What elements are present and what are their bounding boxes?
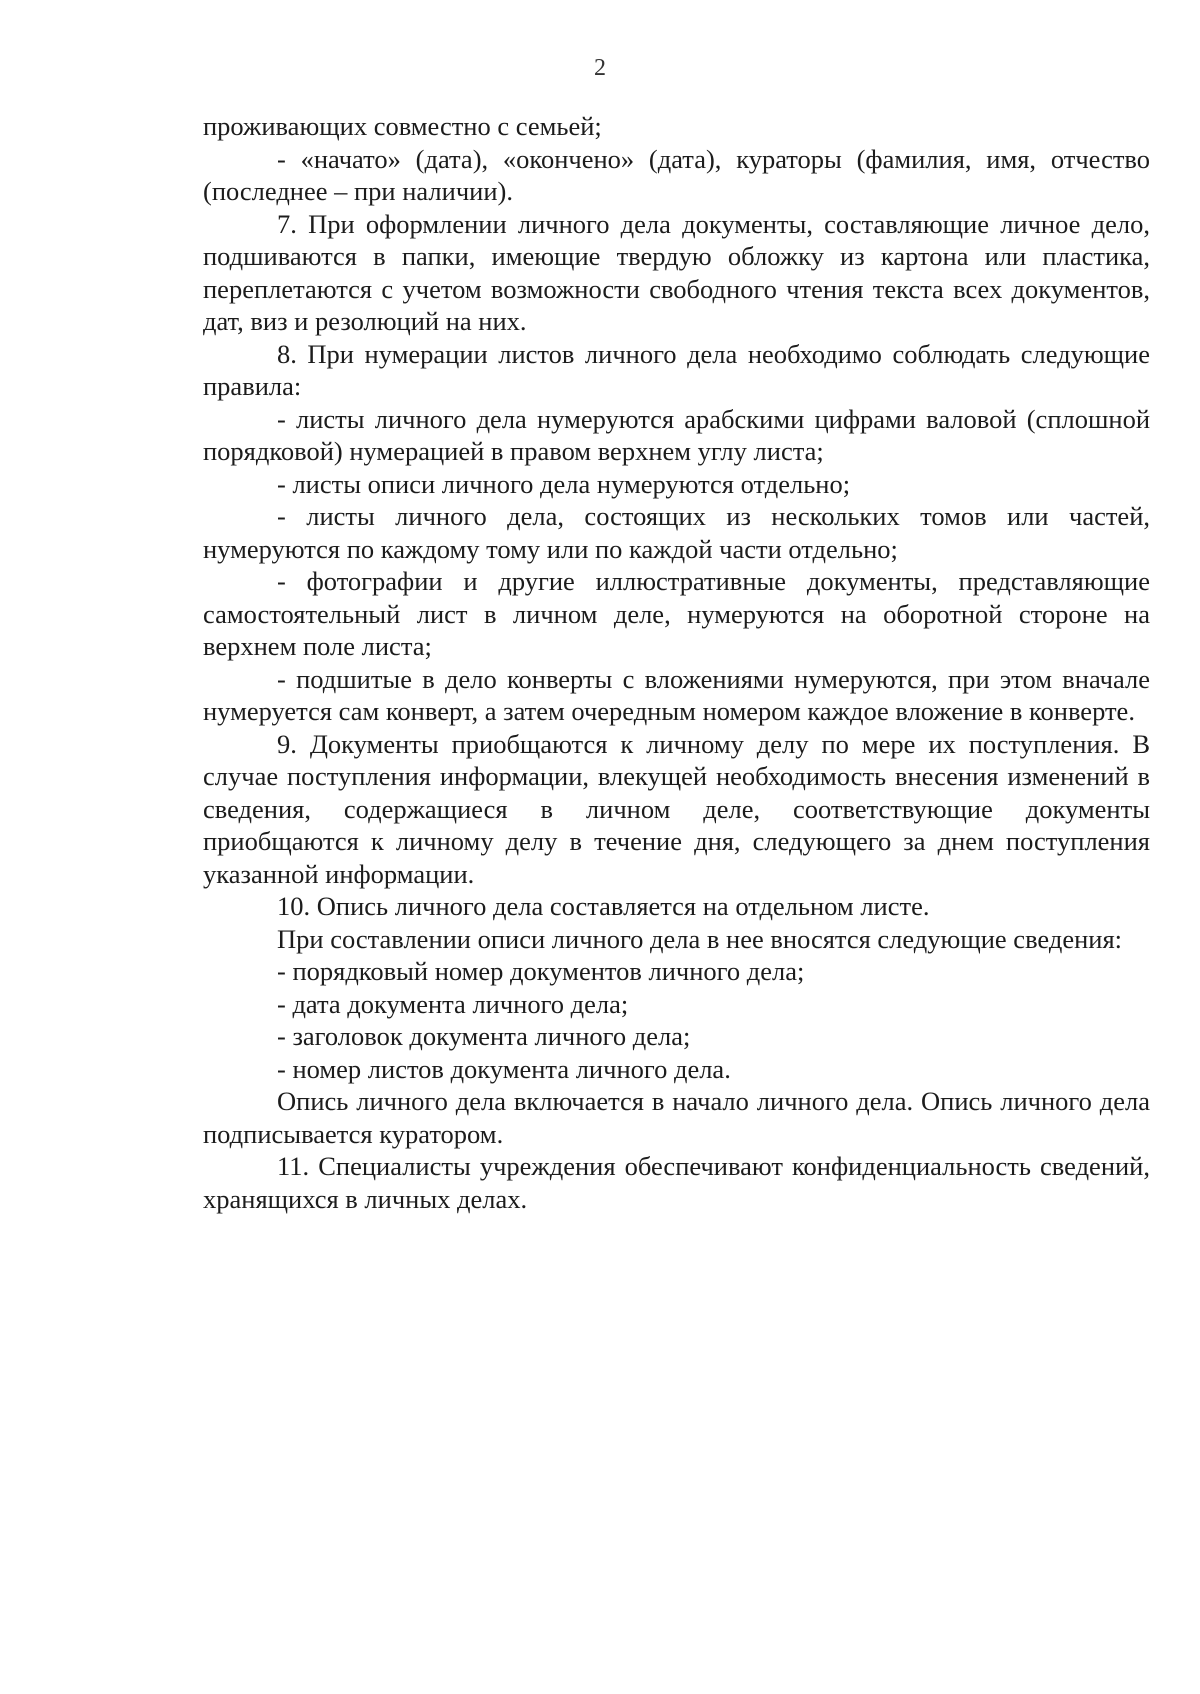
list-item-envelopes-numbering: - подшитые в дело конверты с вложениями нумеруются, при этом вначале нумеруется сам конверт, а затем очередным номером каждое вложение в конверте.	[203, 663, 1150, 726]
clause-7: 7. При оформлении личного дела документы, составляющие личное дело, подшиваются в папки, имеющие твердую обложку из картона или пластика, переплетаются с учетом возможности свободного чтения текста всех документов, дат, виз и резолюций на них.	[203, 208, 1150, 336]
list-item-document-date: - дата документа личного дела;	[277, 988, 629, 1019]
list-item-inventory-numbering: - листы описи личного дела нумеруются отдельно;	[277, 468, 851, 499]
clause-10: 10. Опись личного дела составляется на отдельном листе.	[277, 891, 930, 921]
inventory-intro: При составлении описи личного дела в нее вносятся следующие сведения:	[277, 923, 1122, 954]
clause-8: 8. При нумерации листов личного дела необходимо соблюдать следующие правила:	[203, 338, 1150, 401]
clause-11: 11. Специалисты учреждения обеспечивают конфиденциальность сведений, хранящихся в личных делах.	[203, 1151, 1150, 1214]
paragraph-continuation: проживающих совместно с семьей;	[203, 111, 602, 141]
list-item-photos-numbering: - фотографии и другие иллюстративные документы, представляющие самостоятельный лист в личном деле, нумеруются на оборотной стороне на верхнем поле листа;	[203, 566, 1150, 661]
list-item-serial-number: - порядковый номер документов личного дела;	[277, 956, 805, 986]
document-body	[203, 110, 1150, 1215]
clause-9: 9. Документы приобщаются к личному делу по мере их поступления. В случае поступления информации, влекущей необходимость внесения изменений в сведения, содержащиеся в личном деле, соответствующие документы приобщаются к личному делу в течение дня, следующего за днем поступления указанной информации.	[203, 728, 1150, 889]
list-item-document-title: - заголовок документа личного дела;	[277, 1021, 691, 1051]
inventory-placement: Опись личного дела включается в начало личного дела. Опись личного дела подписывается куратором.	[203, 1086, 1150, 1149]
list-item-dates-curators: - «начато» (дата), «окончено» (дата), кураторы (фамилия, имя, отчество (последнее – при наличии).	[203, 143, 1150, 206]
list-item-sheet-numbering: - листы личного дела нумеруются арабскими цифрами валовой (сплошной порядковой) нумерацией в правом верхнем углу листа;	[203, 403, 1150, 466]
page-number: 2	[594, 55, 606, 81]
list-item-volumes-numbering: - листы личного дела, состоящих из нескольких томов или частей, нумеруются по каждому тому или по каждой части отдельно;	[203, 501, 1150, 564]
list-item-sheet-numbers: - номер листов документа личного дела.	[277, 1053, 731, 1084]
